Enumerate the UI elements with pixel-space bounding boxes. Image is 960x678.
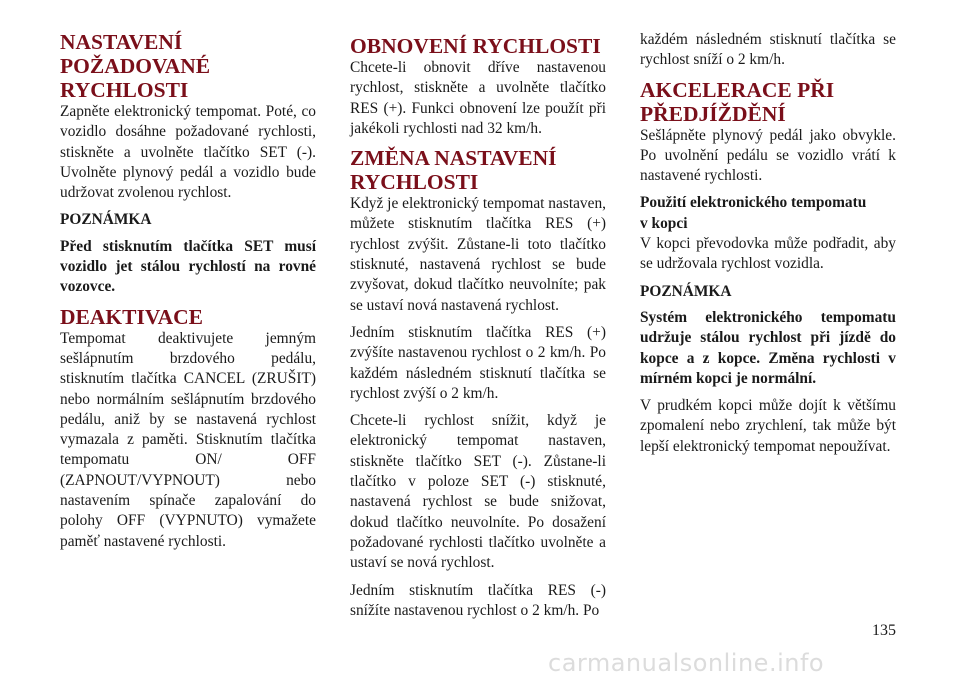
note-label-2: POZNÁMKA — [640, 282, 732, 300]
paragraph-change-speed-4: Jedním stisknutím tlačítka RES (-) snížíte nastavenou rychlost o 2 km/h. Po — [350, 581, 606, 619]
paragraph-resume-speed: Chcete-li obnovit dříve nastavenou rychlost, stiskněte a uvolněte tlačítko RES (+). Funkci obnovení lze použít při jakékoli rychlosti nad 32 km/h. — [350, 59, 606, 137]
column-2 — [350, 30, 606, 628]
heading-set-speed: NASTAVENÍ POŽADOVANÉ RYCHLOSTI — [60, 30, 211, 102]
subheading-hills-line1: Použití elektronického tempomatu — [640, 194, 867, 212]
page-number: 135 — [872, 622, 896, 639]
note-text: Před stisknutím tlačítka SET musí vozidlo jet stálou rychlostí na rovné vozovce. — [60, 237, 316, 296]
watermark: carmanualsonline.info — [548, 649, 825, 677]
column-1 — [60, 30, 316, 559]
paragraph-set-speed: Zapněte elektronický tempomat. Poté, co vozidlo dosáhne požadované rychlosti, stiskněte a uvolněte tlačítko SET (-). Uvolněte plynový pedál a vozidlo bude udržovat zvolenou rychlost. — [60, 103, 316, 202]
note-label: POZNÁMKA — [60, 211, 152, 229]
paragraph-continuation: každém následném stisknutí tlačítka se rychlost sníží o 2 km/h. — [640, 31, 896, 69]
paragraph-steep-hill: V prudkém kopci může dojít k většímu zpomalení nebo zrychlení, tak může být lepší elektronický tempomat nepoužívat. — [640, 397, 896, 455]
column-3 — [640, 30, 896, 464]
note-text-2: Systém elektronického tempomatu udržuje stálou rychlost při jízdě do kopce a z kopce. Změna rychlosti v mírném kopci je normální. — [640, 308, 896, 387]
paragraph-change-speed-3: Chcete-li rychlost snížit, když je elektronický tempomat nastaven, stiskněte tlačítko SET (-). Zůstane-li tlačítko v poloze SET (-) stisknuté, nastavená rychlost se bude snižovat, dokud tlačítko neuvolníte. Po dosažení požadované rychlosti tlačítko uvolněte a ustaví se nová rychlost. — [350, 412, 606, 572]
subheading-hills-line2: v kopci — [640, 214, 688, 232]
paragraph-hills: V kopci převodovka může podřadit, aby se udržovala rychlost vozidla. — [640, 235, 896, 273]
paragraph-deactivation: Tempomat deaktivujete jemným sešlápnutím brzdového pedálu, stisknutím tlačítka CANCEL (ZRUŠIT) nebo normálním sešlápnutím brzdového pedálu, aniž by se nastavená rychlost vymazala z paměti. Stisknutím tlačítka tempomatu ON/ OFF (ZAPNOUT/VYPNOUT) nebo nastavením spínače zapalování do polohy OFF (VYPNUTO) vymažete paměť nastavené rychlosti. — [60, 329, 316, 550]
paragraph-passing: Sešlápněte plynový pedál jako obvykle. Po uvolnění pedálu se vozidlo vrátí k nastavené rychlosti. — [640, 126, 896, 185]
paragraph-change-speed-2: Jedním stisknutím tlačítka RES (+) zvýšíte nastavenou rychlost o 2 km/h. Po každém následném stisknutí tlačítka se rychlost zvýší o 2 km/h. — [350, 323, 606, 402]
heading-deactivation: DEAKTIVACE — [60, 304, 203, 329]
paragraph-change-speed-1: Když je elektronický tempomat nastaven, můžete stisknutím tlačítka RES (+) rychlost zvýšit. Zůstane-li toto tlačítko stisknuté, nastavená rychlost se bude zvyšovat, dokud tlačítko neuvolníte; pak se ustaví nová nastavená rychlost. — [350, 195, 606, 314]
heading-change-speed: ZMĚNA NASTAVENÍ RYCHLOSTI — [350, 146, 557, 195]
subheading-hills — [640, 193, 896, 234]
heading-resume-speed: OBNOVENÍ RYCHLOSTI — [350, 34, 601, 58]
heading-passing-acceleration: AKCELERACE PŘI PŘEDJÍŽDĚNÍ — [640, 77, 835, 126]
